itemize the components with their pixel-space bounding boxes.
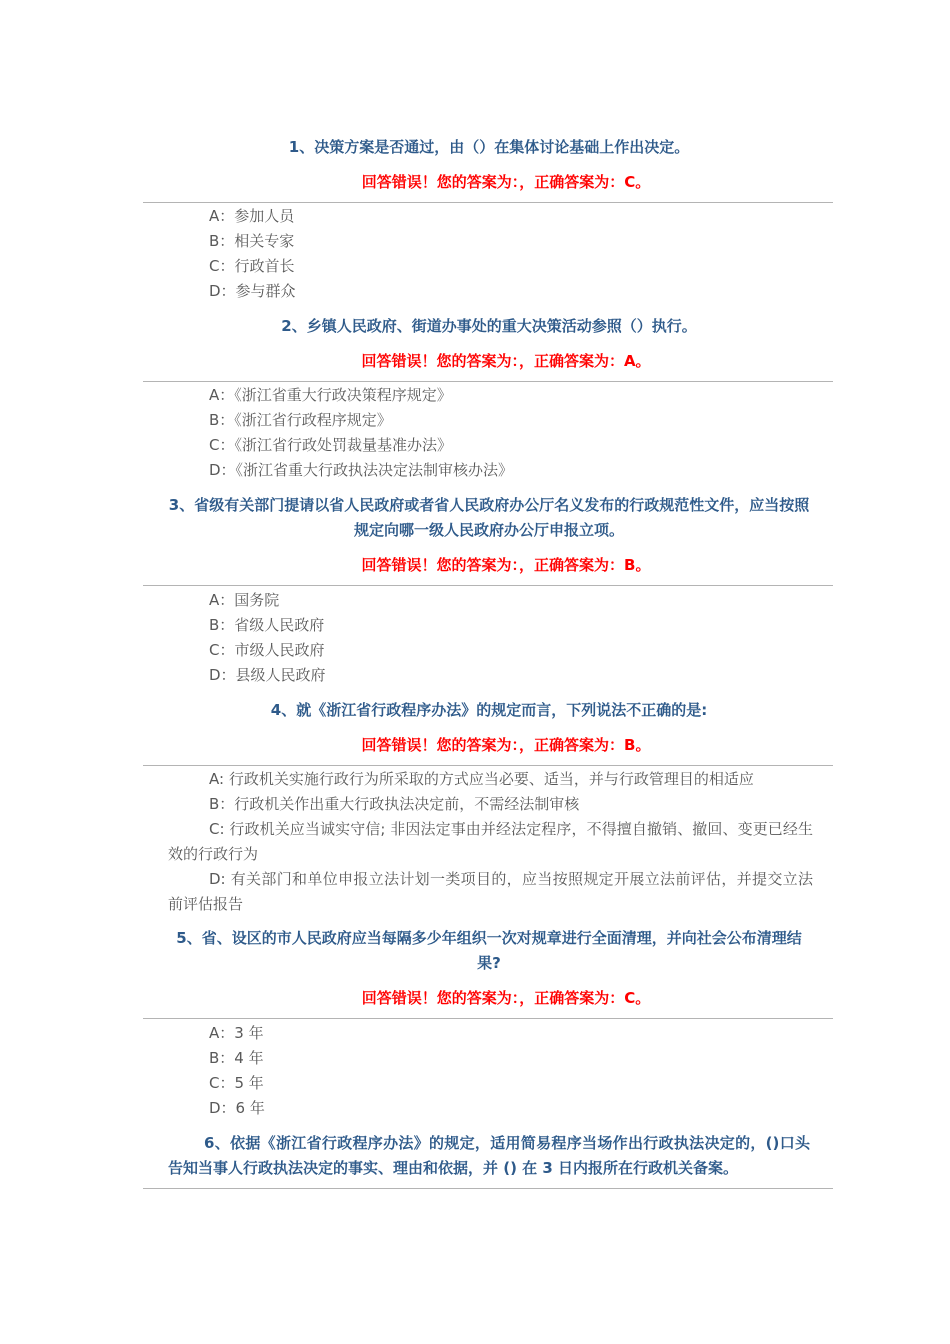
divider bbox=[143, 765, 833, 766]
question-3-text: 3、省级有关部门提请以省人民政府或者省人民政府办公厅名义发布的行政规范性文件，应当按照规定向哪一级人民政府办公厅申报立项。 bbox=[168, 496, 810, 539]
question-1-feedback: 回答错误！您的答案为：，正确答案为：C。 bbox=[361, 173, 651, 191]
question-1-text: 1、决策方案是否通过，由（）在集体讨论基础上作出决定。 bbox=[288, 138, 690, 156]
question-6-text: 6、依据《浙江省行政程序办法》的规定，适用简易程序当场作出行政执法决定的，()口头告知当事人行政执法决定的事实、理由和依据，并 () 在 3 日内报所在行政机关备案。 bbox=[168, 1134, 810, 1177]
divider bbox=[143, 585, 833, 586]
divider bbox=[143, 1018, 833, 1019]
question-3-options bbox=[168, 588, 813, 688]
question-5-text: 5、省、设区的市人民政府应当每隔多少年组织一次对规章进行全面清理，并向社会公布清理结果? bbox=[176, 929, 802, 972]
question-2-text: 2、乡镇人民政府、街道办事处的重大决策活动参照（）执行。 bbox=[281, 317, 697, 335]
divider bbox=[143, 1188, 833, 1189]
option-c: C：5 年 bbox=[209, 1074, 264, 1092]
option-d: D：6 年 bbox=[209, 1099, 265, 1117]
question-2-feedback: 回答错误！您的答案为：，正确答案为：A。 bbox=[361, 352, 651, 370]
divider bbox=[143, 381, 833, 382]
option-d: D：参与群众 bbox=[209, 282, 296, 300]
option-d: D：县级人民政府 bbox=[209, 666, 326, 684]
question-3-feedback: 回答错误！您的答案为：，正确答案为：B。 bbox=[361, 556, 651, 574]
question-1-options bbox=[168, 204, 813, 304]
option-b: B：相关专家 bbox=[209, 232, 295, 250]
question-4-text: 4、就《浙江省行政程序办法》的规定而言，下列说法不正确的是: bbox=[270, 701, 708, 719]
option-d: D: 有关部门和单位申报立法计划一类项目的，应当按照规定开展立法前评估，并提交立法前评估报告 bbox=[168, 870, 813, 913]
question-4-options bbox=[168, 767, 813, 917]
divider bbox=[143, 202, 833, 203]
option-c: C：市级人民政府 bbox=[209, 641, 325, 659]
option-b: B：省级人民政府 bbox=[209, 616, 325, 634]
option-a: A：国务院 bbox=[209, 591, 280, 609]
option-c: C: 行政机关应当诚实守信; 非因法定事由并经法定程序，不得擅自撤销、撤回、变更已经生效的行政行为 bbox=[168, 820, 813, 863]
question-2-options bbox=[168, 383, 813, 483]
option-a: A：《浙江省重大行政决策程序规定》 bbox=[209, 386, 452, 404]
option-a: A：3 年 bbox=[209, 1024, 264, 1042]
option-b: B：《浙江省行政程序规定》 bbox=[209, 411, 392, 429]
option-a: A：参加人员 bbox=[209, 207, 295, 225]
option-c: C：行政首长 bbox=[209, 257, 295, 275]
option-b: B：行政机关作出重大行政执法决定前，不需经法制审核 bbox=[209, 795, 580, 813]
question-4-feedback: 回答错误！您的答案为：，正确答案为：B。 bbox=[361, 736, 651, 754]
option-c: C：《浙江省行政处罚裁量基准办法》 bbox=[209, 436, 452, 454]
option-d: D：《浙江省重大行政执法决定法制审核办法》 bbox=[209, 461, 514, 479]
option-a: A: 行政机关实施行政行为所采取的方式应当必要、适当，并与行政管理目的相适应 bbox=[209, 770, 754, 788]
option-b: B：4 年 bbox=[209, 1049, 264, 1067]
question-5-feedback: 回答错误！您的答案为：，正确答案为：C。 bbox=[361, 989, 651, 1007]
question-5-options bbox=[168, 1021, 813, 1121]
